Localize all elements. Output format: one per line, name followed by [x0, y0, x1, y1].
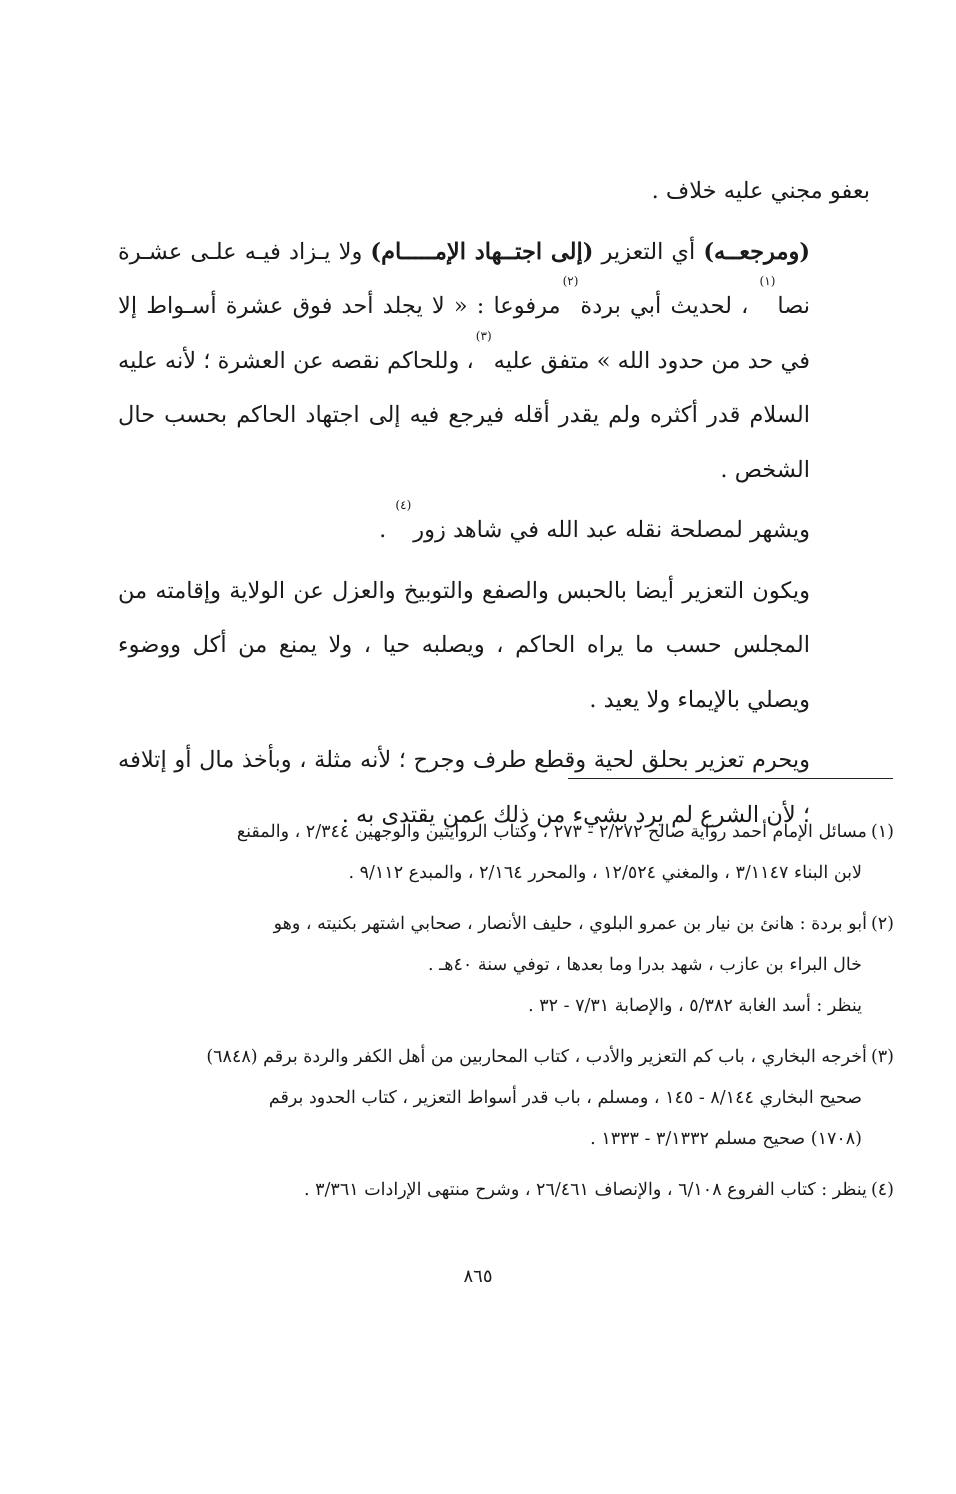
footnote-1-line — [118, 812, 894, 853]
footnote-4 — [118, 1170, 894, 1211]
paragraph-5-text: ويحرم تعزير بحلق لحية وقطع طرف وجرح ؛ لأنه مثلة ، وبأخذ مال أو إتلافه ؛ لأن الشرع لم يرد بشيء من ذلك عمن يقتدى به . — [118, 747, 810, 828]
paragraph-2-text-a: أي التعزير — [601, 238, 696, 265]
footnote-text: ينظر : كتاب الفروع ٦/١٠٨ ، والإنصاف ٢٦/٤٦١ ، وشرح منتهى الإرادات ٣/٣٦١ . — [304, 1180, 867, 1200]
term-bold-1: (ومرجعــه) — [703, 238, 811, 265]
footnote-text: أبو بردة : هانئ بن نيار بن عمرو البلوي ، حليف الأنصار ، صحابي اشتهر بكنيته ، وهو — [273, 914, 867, 934]
footnote-text: (١٧٠٨) صحيح مسلم ٣/١٣٣٢ - ١٣٣٣ . — [590, 1129, 862, 1149]
footnote-text: أخرجه البخاري ، باب كم التعزير والأدب ، كتاب المحاربين من أهل الكفر والردة برقم (٦٨٤٨) — [206, 1047, 867, 1067]
paragraph-3 — [118, 498, 870, 558]
footnote-text: صحيح البخاري ٨/١٤٤ - ١٤٥ ، ومسلم ، باب قدر أسواط التعزير ، كتاب الحدود برقم — [268, 1088, 862, 1108]
paragraph-3-text: ويشهر لمصلحة نقله عبد الله في شاهد زور — [413, 517, 810, 543]
main-text — [118, 164, 870, 842]
footnotes — [118, 812, 894, 1221]
footnote-separator — [568, 778, 893, 779]
paragraph-1 — [118, 164, 870, 219]
paragraph-4 — [118, 564, 870, 728]
footnote-ref-3[interactable]: (٣) — [475, 328, 492, 343]
footnote-4-line — [118, 1170, 894, 1211]
footnote-3 — [118, 1037, 894, 1160]
footnote-2-line — [118, 904, 894, 945]
paragraph-2-text-e: ، وللحاكم نقصه عن العشرة ؛ لأنه عليه السلام قدر أكثره ولم يقدر أقله فيرجع فيه إلى اجتهاد الحاكم بحسب حال الشخص . — [118, 347, 810, 483]
footnote-ref-1[interactable]: (١) — [759, 274, 776, 288]
footnote-text: خال البراء بن عازب ، شهد بدرا وما بعدها ، توفي سنة ٤٠هـ . — [427, 955, 862, 975]
footnote-ref-4[interactable]: (٤) — [395, 498, 412, 512]
footnote-text: ينظر : أسد الغابة ٥/٣٨٢ ، والإصابة ٧/٣١ - ٣٢ . — [528, 996, 862, 1016]
footnote-number: (١) — [870, 822, 894, 842]
footnote-number: (٢) — [870, 914, 894, 934]
footnote-3-line — [118, 1037, 894, 1078]
term-bold-2: (إلى اجتــهاد الإمـــــام) — [370, 238, 594, 265]
paragraph-4-text: ويكون التعزير أيضا بالحبس والصفع والتوبيخ والعزل عن الولاية وإقامته من المجلس حسب ما يراه الحاكم ، ويصلبه حيا ، ولا يمنع من أكل ووضوء ويصلي بالإيماء ولا يعيد . — [118, 577, 810, 713]
paragraph-3-end: . — [379, 517, 387, 543]
footnote-ref-2[interactable]: (٢) — [562, 274, 579, 288]
paragraph-2-text-b: ولا يـزاد فيـه علـى عشـرة نصا — [118, 238, 811, 319]
footnote-2 — [118, 904, 894, 1027]
footnote-text: مسائل الإمام أحمد رواية صالح ٢/٢٧٢ - ٢٧٣ ، وكتاب الروايتين والوجهين ٢/٣٤٤ ، والمقنع — [236, 822, 867, 842]
footnote-number: (٣) — [870, 1047, 894, 1067]
footnote-number: (٤) — [870, 1180, 894, 1200]
page-number: ٨٦٥ — [463, 1266, 493, 1287]
footnote-text: لابن البناء ٣/١١٤٧ ، والمغني ١٢/٥٢٤ ، والمحرر ٢/١٦٤ ، والمبدع ٩/١١٢ . — [348, 863, 862, 883]
paragraph-2-text-c: ، لحديث أبي بردة — [580, 293, 749, 319]
paragraph-2-text-d: مرفوعا : « لا يجلد أحد فوق عشرة أسـواط إلا في حد من حدود الله » متفق عليه — [118, 293, 810, 374]
paragraph-1-text: بعفو مجني عليه خلاف . — [651, 178, 870, 204]
paragraph-2 — [118, 225, 870, 498]
footnote-1 — [118, 812, 894, 894]
